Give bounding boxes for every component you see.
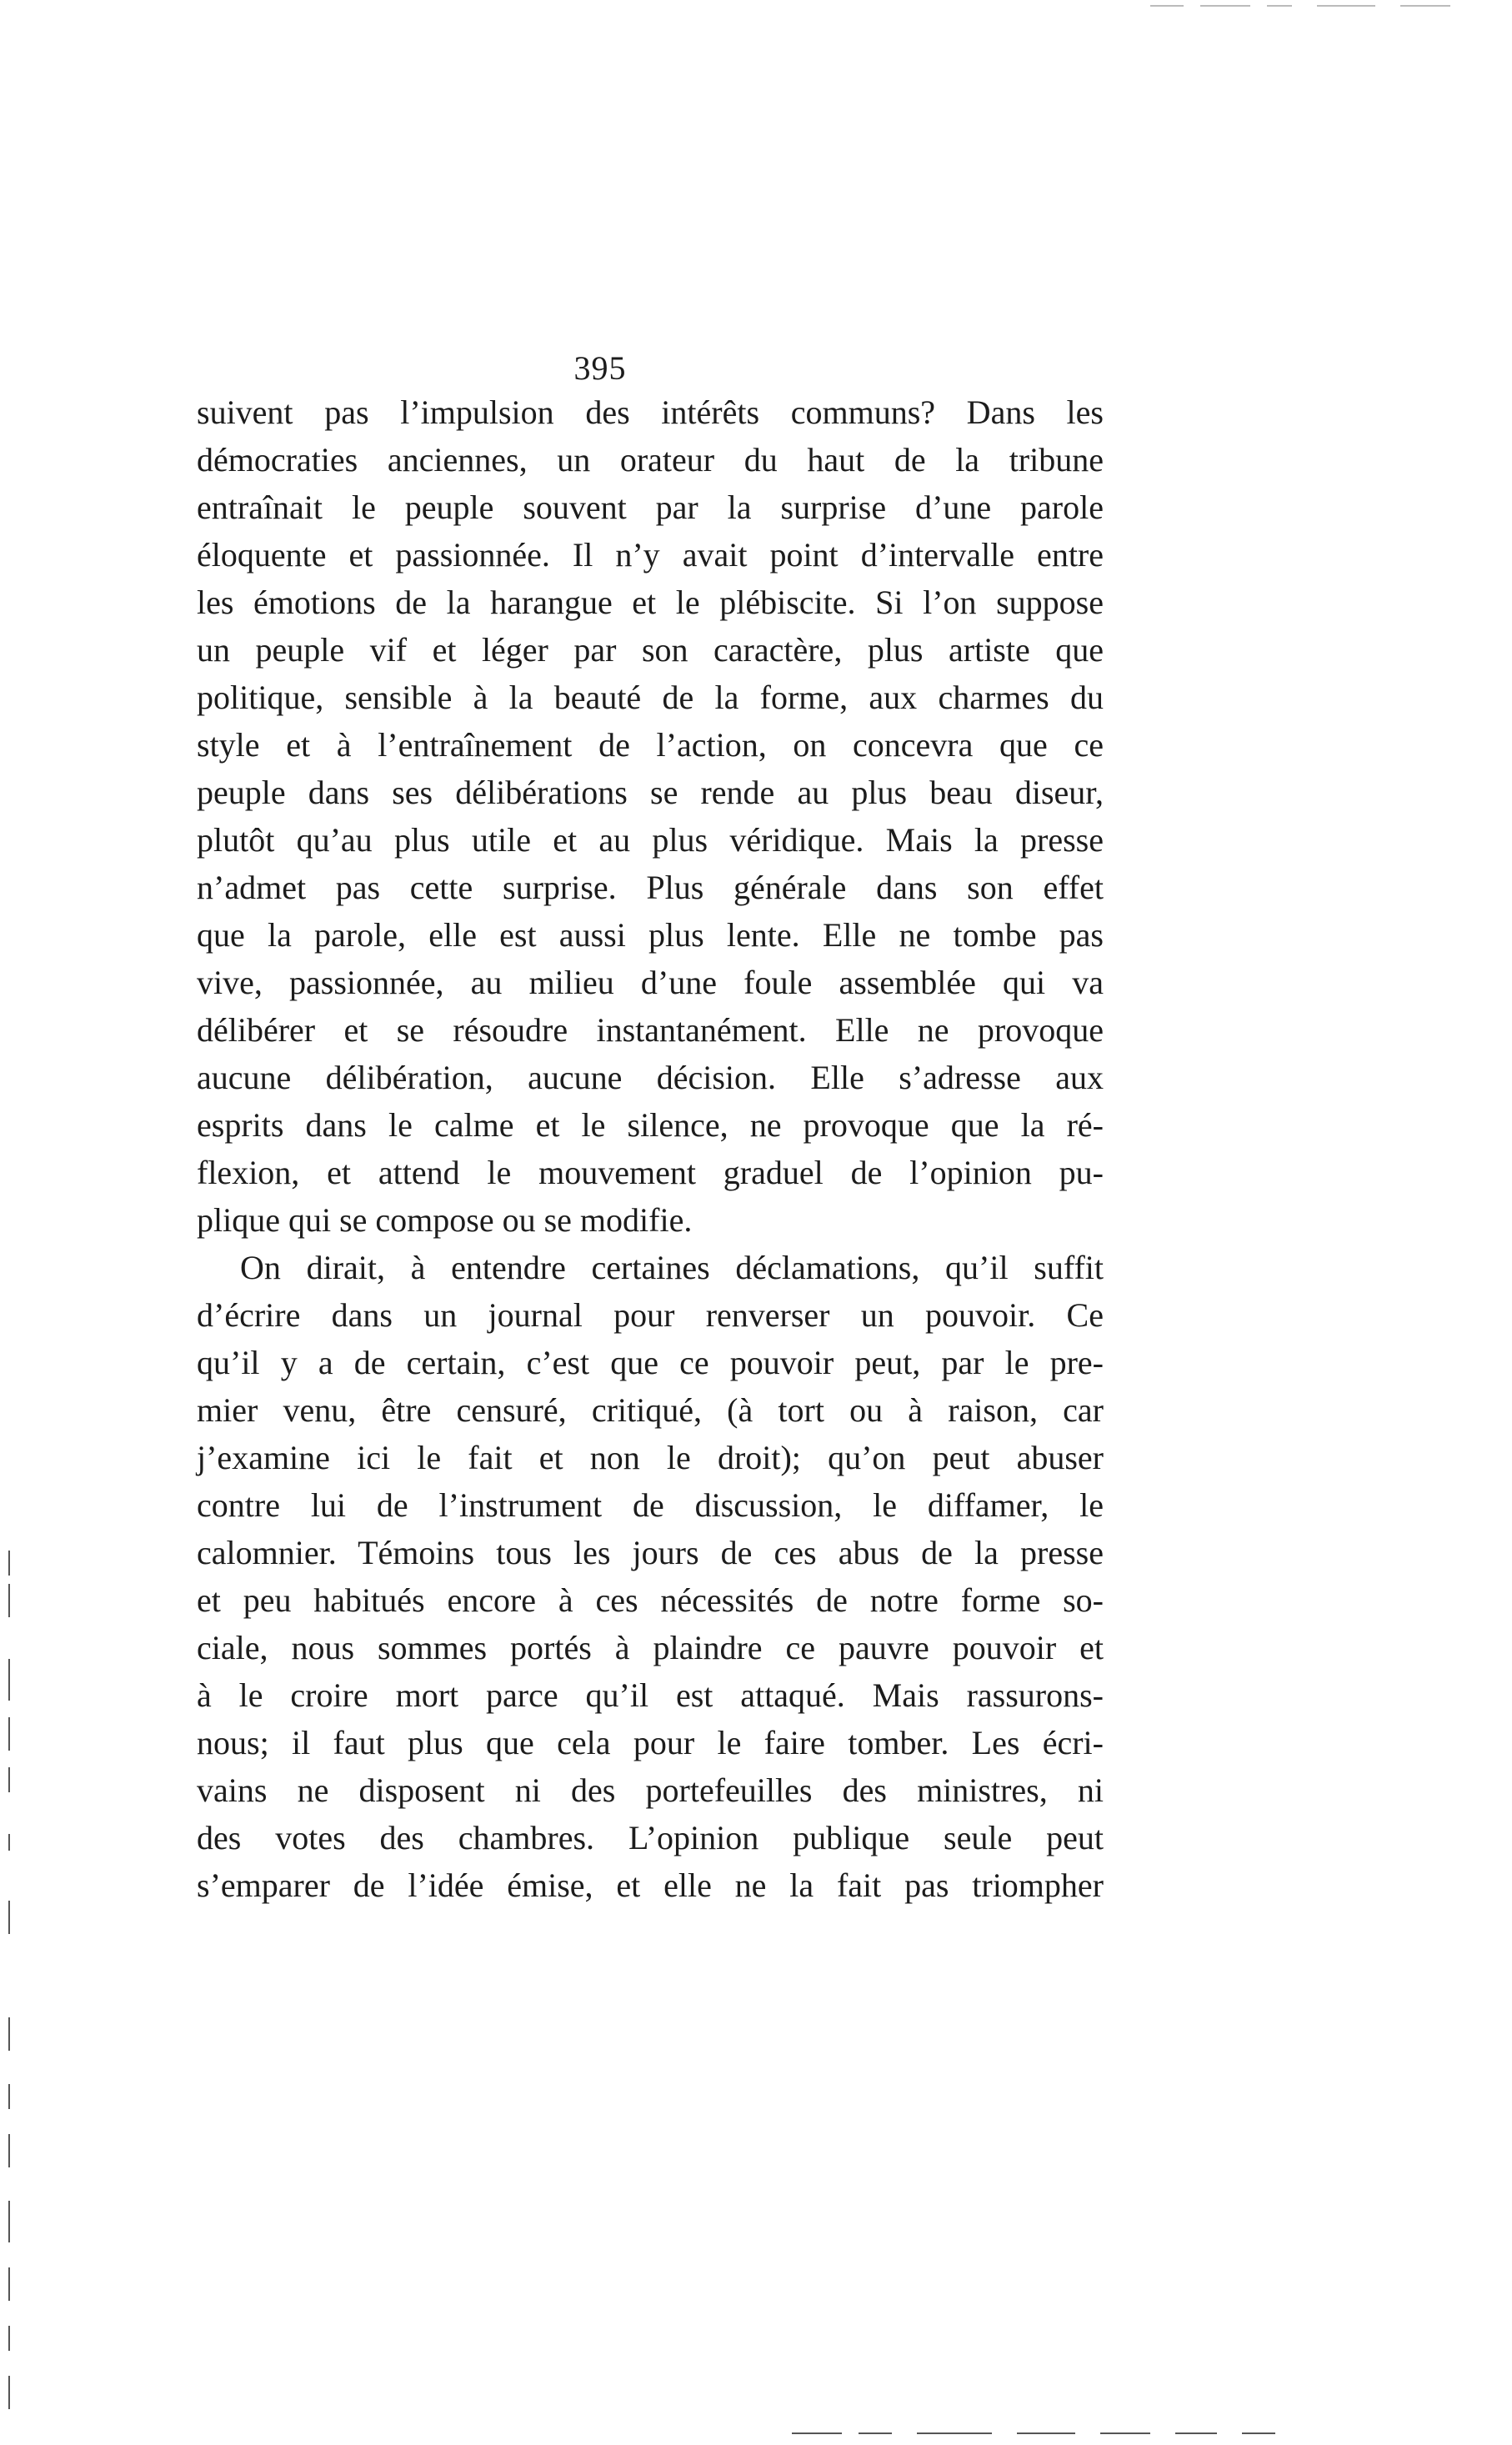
scan-edge-mark bbox=[8, 2017, 10, 2051]
text-line: flexion, et attend le mouvement graduel de l’opinion pu- bbox=[197, 1154, 1104, 1191]
text-line: et peu habitués encore à ces nécessités de notre forme so- bbox=[197, 1581, 1104, 1619]
scan-edge-mark bbox=[1267, 5, 1292, 7]
text-line: que la parole, elle est aussi plus lente. Elle ne tombe pas bbox=[197, 916, 1104, 954]
scan-edge-mark bbox=[1400, 5, 1450, 7]
scan-edge-mark bbox=[1175, 2432, 1217, 2434]
text-line: un peuple vif et léger par son caractère, plus artiste que bbox=[197, 631, 1104, 669]
scan-edge-mark bbox=[8, 2267, 10, 2301]
scan-edge-mark bbox=[8, 1767, 10, 1792]
text-line: des votes des chambres. L’opinion publique seule peut bbox=[197, 1819, 1104, 1856]
scan-edge-mark bbox=[8, 1717, 10, 1751]
scan-edge-mark bbox=[917, 2432, 992, 2434]
text-line: n’admet pas cette surprise. Plus générale dans son effet bbox=[197, 869, 1104, 906]
text-line: plutôt qu’au plus utile et au plus véridique. Mais la presse bbox=[197, 821, 1104, 859]
text-line: d’écrire dans un journal pour renverser un pouvoir. Ce bbox=[197, 1296, 1104, 1334]
text-line: mier venu, être censuré, critiqué, (à tort ou à raison, car bbox=[197, 1391, 1104, 1429]
text-line: contre lui de l’instrument de discussion, le diffamer, le bbox=[197, 1486, 1104, 1524]
text-line: vains ne disposent ni des portefeuilles des ministres, ni bbox=[197, 1771, 1104, 1809]
body-text bbox=[197, 388, 1104, 1909]
paragraph-end-line: plique qui se compose ou se modifie. bbox=[197, 1201, 693, 1239]
text-line: vive, passionnée, au milieu d’une foule assemblée qui va bbox=[197, 964, 1104, 1001]
text-line: style et à l’entraînement de l’action, on concevra que ce bbox=[197, 726, 1104, 764]
text-line: esprits dans le calme et le silence, ne provoque que la ré- bbox=[197, 1106, 1104, 1144]
scan-edge-mark bbox=[1242, 2432, 1275, 2434]
text-line: entraînait le peuple souvent par la surprise d’une parole bbox=[197, 488, 1104, 526]
scan-edge-mark bbox=[8, 1659, 10, 1701]
text-line: les émotions de la harangue et le plébiscite. Si l’on suppose bbox=[197, 584, 1104, 621]
text-line: ciale, nous sommes portés à plaindre ce pauvre pouvoir et bbox=[197, 1629, 1104, 1666]
scan-edge-mark bbox=[8, 2326, 10, 2351]
scan-edge-mark bbox=[1317, 5, 1375, 7]
text-line: éloquente et passionnée. Il n’y avait point d’intervalle entre bbox=[197, 536, 1104, 574]
scan-edge-mark bbox=[8, 1584, 10, 1617]
text-line: nous; il faut plus que cela pour le faire tomber. Les écri- bbox=[197, 1724, 1104, 1761]
scan-edge-mark bbox=[1100, 2432, 1150, 2434]
scan-edge-mark bbox=[792, 2432, 842, 2434]
scan-edge-mark bbox=[8, 1901, 10, 1934]
text-line: aucune délibération, aucune décision. Elle s’adresse aux bbox=[197, 1059, 1104, 1096]
scan-edge-mark bbox=[8, 2134, 10, 2167]
scan-edge-mark bbox=[1017, 2432, 1075, 2434]
text-line: démocraties anciennes, un orateur du haut de la tribune bbox=[197, 441, 1104, 478]
page-number: 395 bbox=[573, 349, 627, 387]
scan-edge-mark bbox=[8, 1834, 10, 1851]
scan-edge-mark bbox=[859, 2432, 892, 2434]
text-line: s’emparer de l’idée émise, et elle ne la fait pas triompher bbox=[197, 1866, 1104, 1904]
text-line: politique, sensible à la beauté de la forme, aux charmes du bbox=[197, 679, 1104, 716]
text-line: peuple dans ses délibérations se rende au plus beau diseur, bbox=[197, 774, 1104, 811]
scan-edge-mark bbox=[1200, 5, 1250, 7]
scan-edge-mark bbox=[8, 2084, 10, 2109]
scan-edge-mark bbox=[8, 1551, 10, 1576]
scan-edge-mark bbox=[8, 2201, 10, 2242]
text-line: calomnier. Témoins tous les jours de ces abus de la presse bbox=[197, 1534, 1104, 1571]
text-line: délibérer et se résoudre instantanément. Elle ne provoque bbox=[197, 1011, 1104, 1049]
text-line: à le croire mort parce qu’il est attaqué. Mais rassurons- bbox=[197, 1676, 1104, 1714]
scan-edge-mark bbox=[1150, 5, 1184, 7]
scan-edge-mark bbox=[8, 2376, 10, 2409]
text-line: j’examine ici le fait et non le droit); qu’on peut abuser bbox=[197, 1439, 1104, 1476]
paragraph-start-line: On dirait, à entendre certaines déclamations, qu’il suffit bbox=[240, 1249, 1104, 1286]
text-line: suivent pas l’impulsion des intérêts communs? Dans les bbox=[197, 393, 1104, 431]
text-line: qu’il y a de certain, c’est que ce pouvoir peut, par le pre- bbox=[197, 1344, 1104, 1381]
